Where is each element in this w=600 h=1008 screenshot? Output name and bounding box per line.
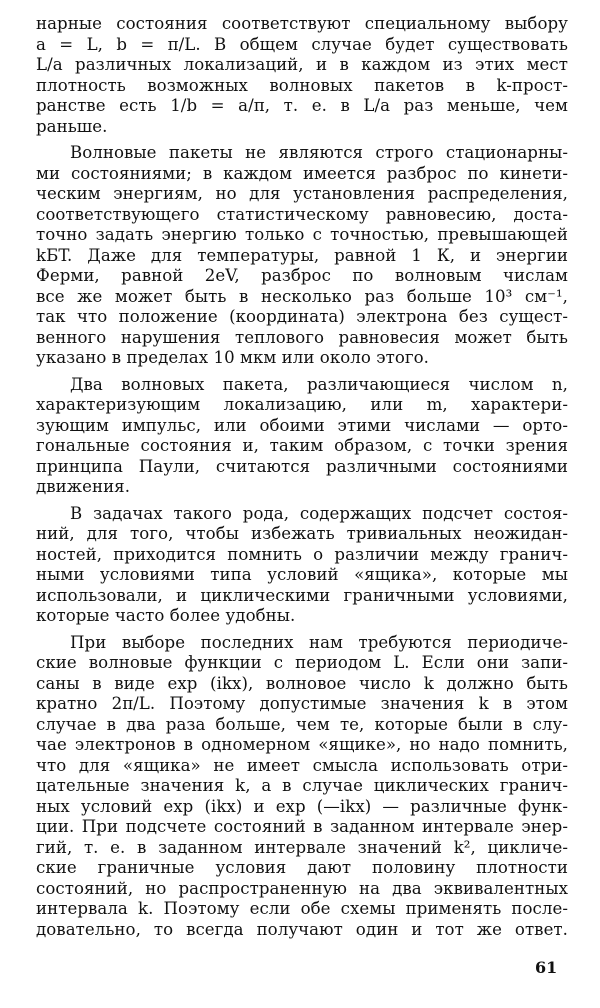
text-line: указано в пределах 10 мкм или около этого. [36,348,429,367]
text-line: При выборе последних нам требуются периодиче- [70,632,568,652]
text-line: L/a различных локализаций, и в каждом из этих мест [36,55,568,74]
text-line: ции. При подсчете состояний в заданном интервале энер- [36,817,568,836]
text-line: зующим импульс, или обоими этими числами — орто- [36,415,568,435]
text-line: движения. [36,477,131,496]
paragraph-2 [36,143,568,369]
text-line: кратно 2π/L. Поэтому допустимые значения k в этом [36,694,568,713]
text-line: ские волновые функции с периодом L. Если они запи- [36,653,568,672]
paragraph-1 [36,14,568,137]
text-line: венного нарушения теплового равновесия может быть [36,327,568,347]
text-line: соответствующего статистическому равновесию, доста- [36,204,568,224]
paragraph-3 [36,375,568,498]
text-line: ческим энергиям, но для установления распределения, [36,184,568,203]
text-line: использовали, и циклическими граничными условиями, [36,585,568,605]
text-line: ми состояниями; в каждом имеется разброс по кинети- [36,163,568,183]
text-line: плотность возможных волновых пакетов в k-прост- [36,75,568,95]
text-line: нарные состояния соответствуют специальному выбору [36,14,568,33]
text-line: ранстве есть 1/b = a/π, т. е. в L/a раз меньше, чем [36,96,568,115]
text-line: гональные состояния и, таким образом, с точки зрения [36,436,568,455]
text-line: состояний, но распространенную на два эквивалентных [36,878,568,898]
text-line: принципа Паули, считаются различными состояниями [36,456,568,476]
text-line: случае в два раза больше, чем те, которые были в слу- [36,714,568,734]
text-line: гий, т. е. в заданном интервале значений k², цикличе- [36,837,568,857]
text-line: довательно, то всегда получают один и тот же ответ. [36,919,568,939]
paragraph-4 [36,504,568,627]
text-line: которые часто более удобны. [36,606,296,625]
text-line: ностей, приходится помнить о различии между гранич- [36,544,568,564]
text-line: ские граничные условия дают половину плотности [36,858,568,877]
text-line: a = L, b = π/L. В общем случае будет существовать [36,34,568,54]
text-line: саны в виде exp (ikx), волновое число k должно быть [36,673,568,693]
text-line: В задачах такого рода, содержащих подсчет состоя- [70,503,568,523]
text-line: характеризующим локализацию, или m, характери- [36,395,568,414]
text-line: kБT. Даже для температуры, равной 1 К, и энергии [36,245,568,265]
text-line: интервала k. Поэтому если обе схемы применять после- [36,899,568,918]
text-line: чае электронов в одномерном «ящике», но надо помнить, [36,735,568,754]
text-line: Волновые пакеты не являются строго стационарны- [70,143,568,162]
text-line: Ферми, равной 2eV, разброс по волновым числам [36,266,568,285]
text-line: точно задать энергию только с точностью, превышающей [36,225,568,244]
text-line: что для «ящика» не имеет смысла использовать отри- [36,755,568,775]
text-line: цательные значения k, а в случае циклических гранич- [36,776,568,795]
text-line: так что положение (координата) электрона без сущест- [36,307,568,326]
text-line: раньше. [36,116,108,136]
page-body [36,14,568,946]
text-line: ных условий exp (ikx) и exp (—ikx) — различные функ- [36,796,568,816]
text-line: ными условиями типа условий «ящика», которые мы [36,565,568,584]
text-line: все же может быть в несколько раз больше 10³ см⁻¹, [36,286,568,306]
text-line: Два волновых пакета, различающиеся числом n, [70,374,568,394]
text-line: ний, для того, чтобы избежать тривиальных неожидан- [36,524,568,543]
paragraph-5 [36,633,568,941]
page-number: 61 [535,958,558,977]
